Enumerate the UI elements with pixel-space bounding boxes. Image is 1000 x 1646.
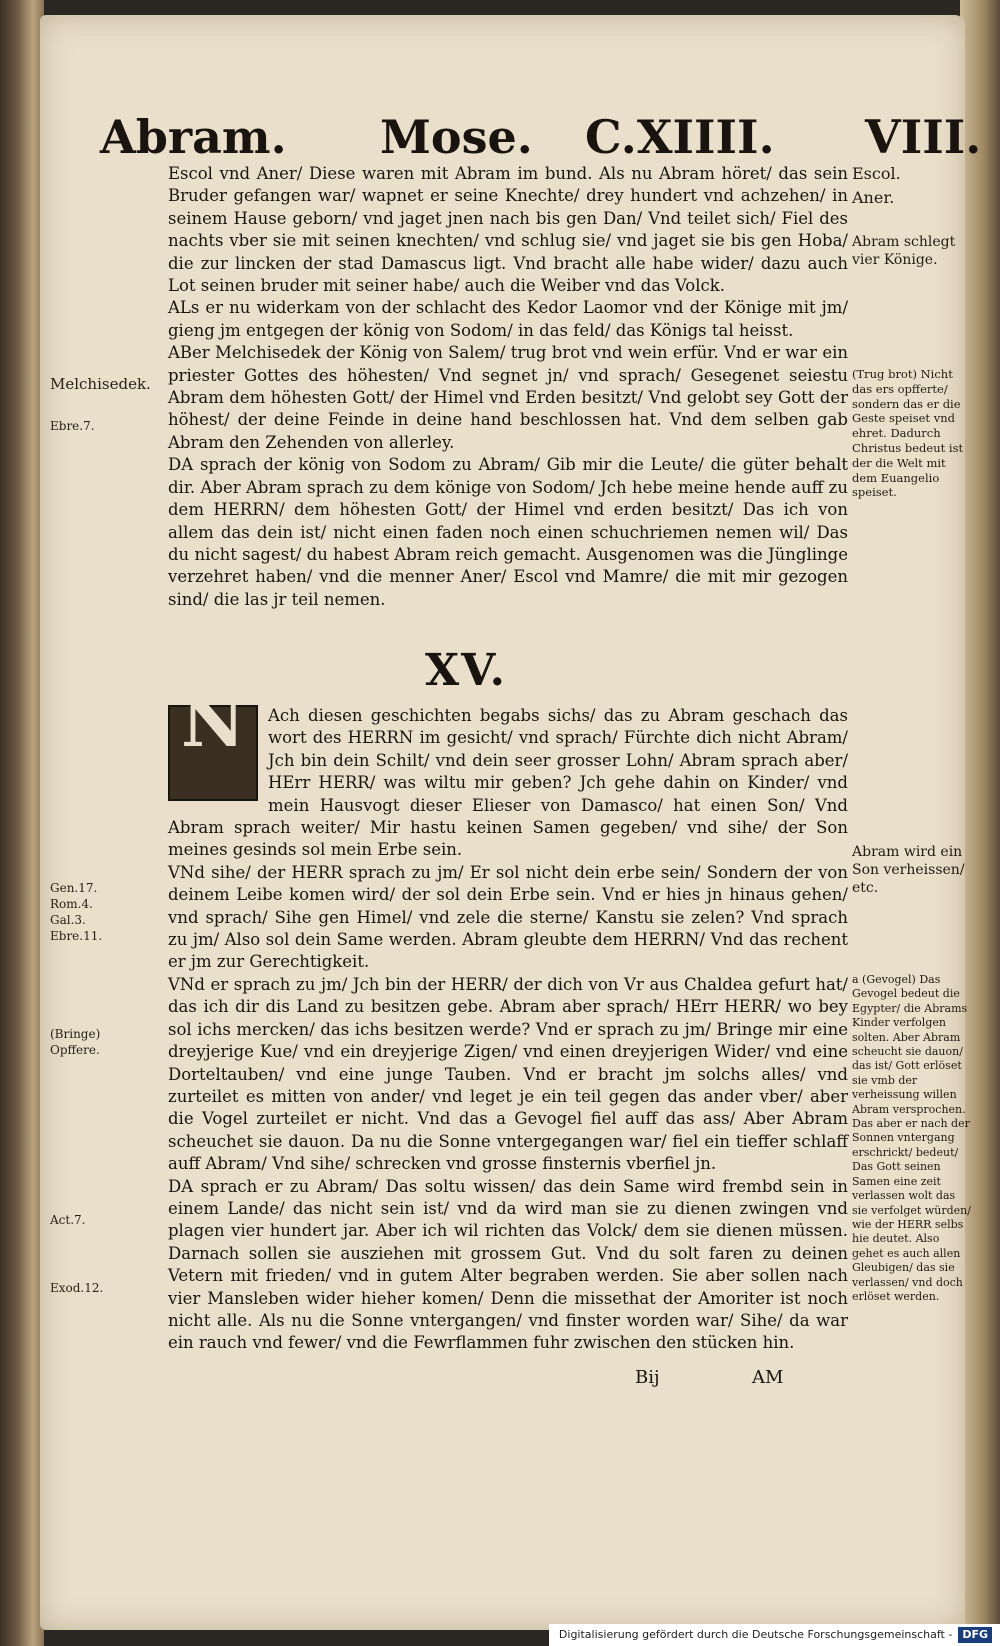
chapter-heading: C.XIIII. (585, 110, 775, 164)
margin-note-left: (Bringe) (50, 1027, 101, 1041)
paragraph: Ach diesen geschichten begabs sichs/ das zu Abram geschach das wort des HERRN im gesicht/ vnd sprach/ Fürchte dich nicht Abram/ Jch bin dein Schilt/ vnd dein seer grosser Lohn/ Abram sprach aber/ HErr HERR/ was wiltu mir geben? Jch gehe dahin on Kinder/ vnd mein Hausvogt dieser Elieser von Damasco/ hat einen Son/ Vnd Abram sprach weiter/ Mir hastu keinen Samen gegeben/ vnd sihe/ der Son meines gesinds sol mein Erbe sein. (168, 706, 848, 860)
margin-note-left: Act.7. (50, 1213, 86, 1227)
margin-note-left: Ebre.11. (50, 929, 103, 943)
credit-text: Digitalisierung gefördert durch die Deutsche Forschungsgemeinschaft - (558, 1628, 953, 1641)
margin-note-left: Gal.3. (50, 913, 86, 927)
paragraph: DA sprach der könig von Sodom zu Abram/ Gib mir die Leute/ die güter behalt dir. Aber Abram sprach zu dem könige von Sodom/ Jch hebe meine hende auff zu dem HERRN/ dem höhesten Gott/ der Himel vnd erden besitzt/ Das ich von allem das dein ist/ nicht einen faden noch einen schuchriemen nemen wil/ Das du nicht sagest/ du habest Abram reich gemacht. Ausgenomen was die Jünglinge verzehret haben/ vnd die menner Aner/ Escol vnd Mamre/ die mit mir gezogen sind/ die las jr teil nemen. (168, 455, 848, 609)
page-header (95, 110, 982, 170)
catchword: AM (752, 1367, 784, 1388)
chapter-number: XV. (425, 645, 507, 696)
running-head-center: Mose. (380, 110, 533, 164)
margin-note-left: Exod.12. (50, 1281, 104, 1295)
folio-number: VIII. (865, 110, 982, 164)
margin-note-right: a (Gevogel) Das Gevogel bedeut die Egypter/ die Abrams Kinder verfolgen solten. Aber Abram scheucht sie dauon/ das ist/ Gott erlöset sie vmb der verheissung willen Abram versprochen. Das aber er nach der Sonnen vntergang erschrickt/ bedeut/ Das Gott seinen Samen eine zeit verlassen wolt das sie verfolget würden/ wie der HERR selbs hie deutet. Also gehet es auch allen Gleubigen/ das sie verlassen/ vnd doch erlöset werden. (852, 973, 971, 1303)
digitization-credit (549, 1624, 1000, 1646)
paragraph: ALs er nu widerkam von der schlacht des Kedor Laomor vnd der Könige mit jm/ gieng jm entgegen der könig von Sodom/ in das feld/ das Königs tal heisst. (168, 298, 848, 340)
paragraph: VNd er sprach zu jm/ Jch bin der HERR/ der dich von Vr aus Chaldea gefurt hat/ das ich dir dis Land zu besitzen gebe. Abram aber sprach/ HErr HERR/ wo bey sol ichs mercken/ das ichs besitzen werde? Vnd er sprach zu jm/ Bringe mir eine dreyjerige Kue/ vnd ein dreyjerige Zigen/ vnd einen dreyjerigen Wider/ vnd eine Dorteltauben/ vnd eine junge Tauben. Vnd er bracht jm solchs alles/ vnd zurteilet es mitten von ander/ vnd leget je ein teil gegen das ander vber/ aber die Vogel zurteilet er nicht. Vnd das a Gevogel fiel auff das ass/ Aber Abram scheuchet sie dauon. Da nu die Sonne vntergegangen war/ fiel ein tieffer schlaff auff Abram/ Vnd sihe/ schrecken vnd grosse finsternis vberfiel jn. (168, 974, 848, 1174)
paragraph: Escol vnd Aner/ Diese waren mit Abram im bund. Als nu Abram höret/ das sein Bruder gefangen war/ wapnet er seine Knechte/ drey hundert vnd achzehen/ in seinem Hause geborn/ vnd jaget jnen nach bis gen Dan/ Vnd teilet sich/ Fiel des nachts vber sie mit seinen knechten/ vnd schlug sie/ vnd jaget sie bis gen Hoba/ die zur lincken der stad Damascus ligt. Vnd bracht alle habe wider/ dazu auch Lot seinen bruder mit seiner habe/ auch die Weiber vnd das Volck. (168, 164, 848, 296)
paragraph: VNd sihe/ der HERR sprach zu jm/ Er sol nicht dein erbe sein/ Sondern der von deinem Leibe komen wird/ der sol dein Erbe sein. Vnd er hies jn hinaus gehen/ vnd sprach/ Sihe gen Himel/ vnd zele die sterne/ Kanstu sie zelen? Vnd sprach zu jm/ Also sol dein Same werden. Abram gleubte dem HERRN/ Vnd das rechent er jm zur Gerechtigkeit. (168, 862, 848, 972)
margin-note-right: Abram schlegt vier Könige. (852, 234, 956, 268)
text-block-bottom (168, 680, 848, 1355)
catchword-signature: Bij (635, 1367, 660, 1388)
book-spine-left (0, 0, 44, 1646)
text-block-top (168, 163, 848, 611)
decorated-initial: N (168, 705, 258, 801)
paragraph: DA sprach er zu Abram/ Das soltu wissen/ das dein Same wird frembd sein in einem Lande/ das nicht sein ist/ vnd da wird man sie zu dienen zwingen vnd plagen vier hundert jar. Aber ich wil richten das Volck/ dem sie dienen müssen. Darnach sollen sie ausziehen mit grossem Gut. Vnd du solt faren zu deinen Vetern mit frieden/ vnd in gutem Alter begraben werden. Sie aber sollen nach vier Mansleben wider hieher komen/ Denn die missethat der Amoriter ist noch nicht alle. Als nu die Sonne vntergangen/ vnd finster worden war/ Sihe/ da war ein rauch vnd fewer/ vnd die Fewrflammen fuhr zwischen den stücken hin. (168, 1176, 848, 1353)
margin-note-right: Abram wird ein Son verheissen/ etc. (852, 844, 965, 896)
margin-note-left: Ebre.7. (50, 419, 95, 433)
margin-note-left: Rom.4. (50, 897, 93, 911)
margin-note-right: Escol. (852, 164, 901, 183)
margin-note-right: (Trug brot) Nicht das ers opfferte/ sondern das er die Geste speiset vnd ehret. Dadurch Christus bedeut ist der die Welt mit dem Euangelio speiset. (852, 367, 964, 500)
margin-note-left: Melchisedek. (50, 375, 151, 393)
margin-note-right: Aner. (852, 188, 895, 207)
book-page (40, 15, 982, 1630)
running-head-left: Abram. (100, 110, 287, 164)
margin-note-left: Gen.17. (50, 881, 98, 895)
paragraph: ABer Melchisedek der König von Salem/ trug brot vnd wein erfür. Vnd er war ein priester Gottes des höhesten/ Vnd segnet jn/ vnd sprach/ Gesegenet seiestu Abram dem höhesten Gott/ der Himel vnd Erden besitzt/ Vnd gelobt sey Gott der höhest/ der deine Feinde in deine hand beschlossen hat. Vnd dem selben gab Abram den Zehenden von allerley. (168, 343, 848, 452)
margin-note-left: Opffere. (50, 1043, 100, 1057)
dfg-logo: DFG (958, 1627, 992, 1643)
